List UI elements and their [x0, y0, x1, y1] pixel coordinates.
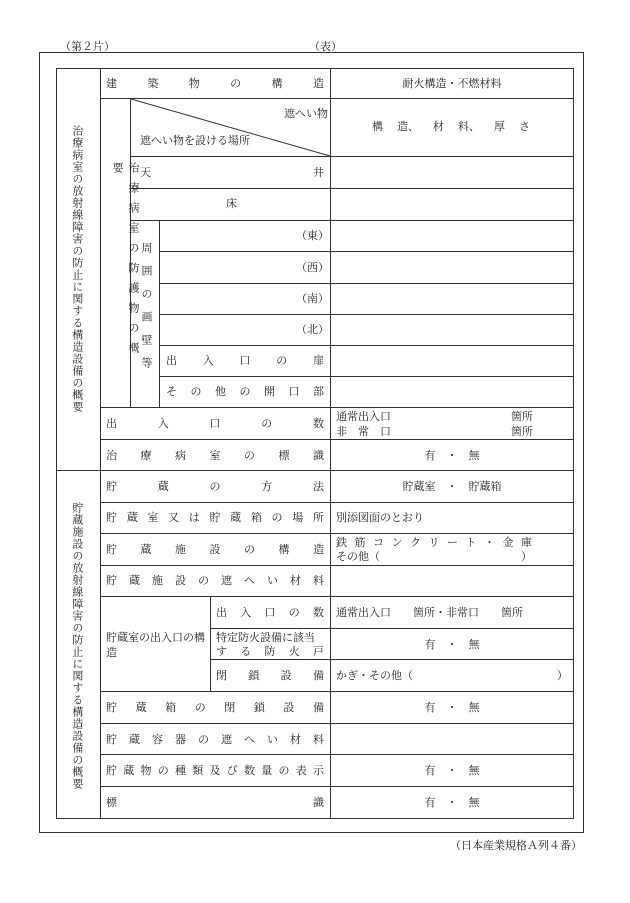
- storage-place-label: 貯 蔵 室 又 は 貯 蔵 箱 の 場 所: [106, 511, 324, 524]
- ceiling-label-b: 井: [313, 166, 324, 179]
- closing-device-value: かぎ・その他（: [336, 669, 413, 682]
- container-shield-label: 貯 蔵 容 器 の 遮 へ い 材 料: [106, 733, 324, 746]
- storage-structure-value-2: その他（: [336, 550, 380, 563]
- entrance-count-label: 出 入 口 の 数: [106, 417, 324, 430]
- entrance-count-label-2: 出 入 口 の 数: [216, 606, 324, 619]
- room-outline-label: 治療病室の防護物の概要: [111, 162, 140, 362]
- storage-entrance-label: 貯蔵室の出入口の構造: [106, 631, 205, 660]
- display-value: 有 ・ 無: [424, 764, 480, 777]
- emergency-entrance-unit: 箇所: [511, 425, 533, 438]
- ceiling-label-a: 天: [140, 166, 151, 179]
- storage-structure-value-1: 鉄 筋 コ ン ク リ ー ト ・ 金 庫: [336, 536, 532, 549]
- page-number-label: （第２片）: [60, 40, 115, 53]
- storage-method-label: 貯 蔵 の 方 法: [106, 480, 324, 493]
- section1-title: 治療病室の放射線障害の防止に関する構造設備の概要: [70, 125, 84, 413]
- box-closing-label: 貯 蔵 箱 の 閉 鎖 設 備: [106, 701, 324, 714]
- storage-structure-label: 貯 蔵 施 設 の 構 造: [106, 543, 324, 556]
- wall-south: （南）: [296, 292, 329, 305]
- closing-device-value-end: ）: [557, 669, 568, 682]
- fire-door-label-1: 特定防火設備に該当: [216, 631, 315, 644]
- shield-header: 遮へい物: [284, 107, 328, 120]
- emergency-entrance-label: 非 常 口: [336, 425, 391, 438]
- side-label: （表）: [309, 40, 342, 53]
- display-label: 貯 蔵 物 の 種 類 及 び 数 量 の 表 示: [106, 764, 324, 777]
- closing-device-label: 閉 鎖 設 備: [216, 669, 324, 682]
- storage-shield-material-label: 貯 蔵 施 設 の 遮 へ い 材 料: [106, 574, 324, 587]
- shield-location-header: 遮へい物を設ける場所: [140, 134, 250, 147]
- storage-place-value: 別添図面のとおり: [336, 511, 424, 524]
- sign-value: 有 ・ 無: [424, 796, 480, 809]
- wall-east: （東）: [296, 229, 329, 242]
- floor-label: 床: [226, 197, 237, 210]
- wall-north: （北）: [296, 323, 329, 336]
- fire-door-value: 有 ・ 無: [424, 638, 480, 651]
- structure-material-thickness-header: 構 造、 材 料、 厚 さ: [372, 120, 530, 133]
- wall-west: （西）: [296, 261, 329, 274]
- storage-structure-value-2-end: ）: [521, 550, 532, 563]
- room-sign-label: 治 療 病 室 の 標 識: [106, 449, 324, 462]
- footer-paper-size: （日本産業規格Ａ列４番）: [450, 839, 582, 852]
- normal-entrance-unit: 箇所: [511, 410, 533, 423]
- normal-entrance-label: 通常出入口: [336, 410, 391, 423]
- section2-title: 貯蔵施設の放射線障害の防止に関する構造設備の概要: [70, 502, 84, 790]
- sign-label: 標 識: [106, 796, 324, 809]
- wall-label: 周囲の画壁等: [140, 242, 153, 380]
- box-closing-value: 有 ・ 無: [424, 701, 480, 714]
- building-structure-value: 耐火構造・不燃材料: [402, 77, 502, 90]
- entrance-door-label: 出 入 口 の 扉: [166, 354, 324, 367]
- room-sign-value: 有 ・ 無: [424, 449, 480, 462]
- fire-door-label-2: す る 防 火 戸: [216, 645, 324, 658]
- building-structure-label: 建 築 物 の 構 造: [106, 77, 324, 90]
- other-openings-label: そ の 他 の 開 口 部: [166, 385, 324, 398]
- storage-method-value: 貯蔵室 ・ 貯蔵箱: [402, 480, 502, 493]
- entrance-count-value-2: 通常出入口 箇所・非常口 箇所: [336, 606, 523, 619]
